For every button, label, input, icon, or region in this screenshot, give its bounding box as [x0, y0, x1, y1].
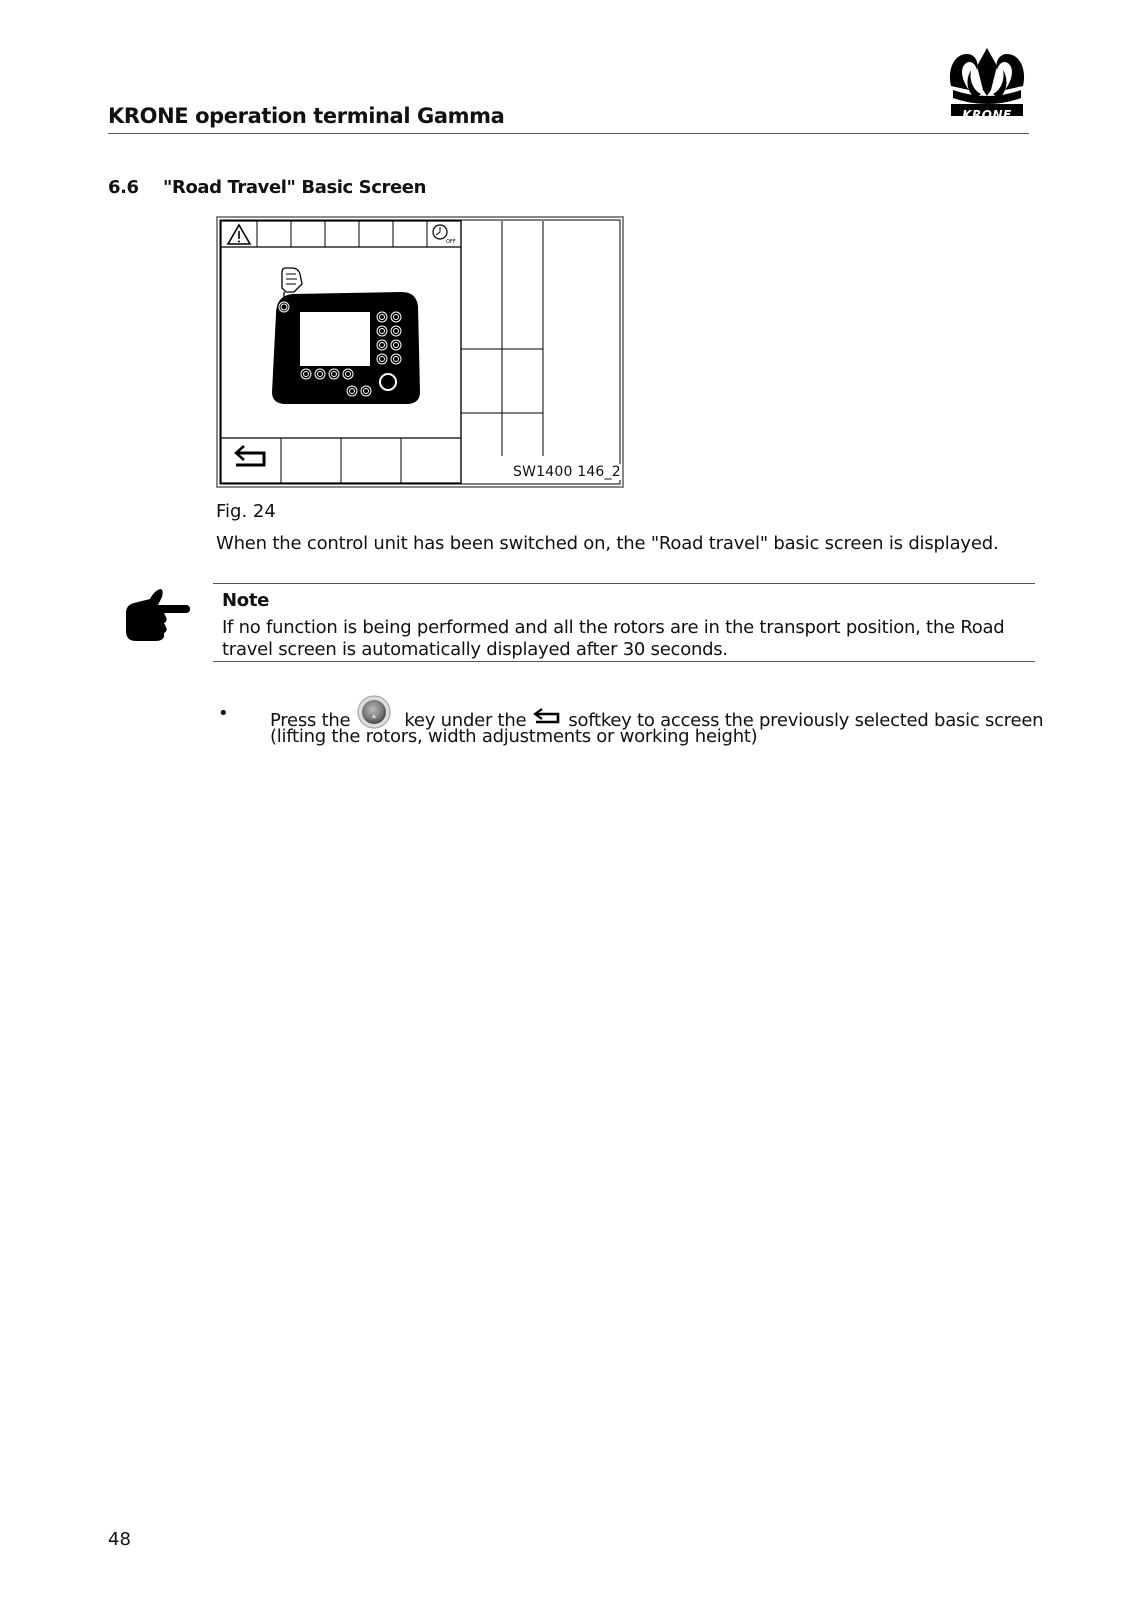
- bullet-text-press: Press the: [270, 709, 351, 731]
- note-title: Note: [222, 590, 270, 611]
- page-number: 48: [108, 1529, 131, 1550]
- note-text: If no function is being performed and all the rotors are in the transport position, the Road travel screen is automatically displayed after 30 seconds.: [222, 617, 1005, 660]
- bullet-line-2: (lifting the rotors, width adjustments or working height): [270, 726, 758, 747]
- header-title: KRONE operation terminal Gamma: [108, 104, 505, 128]
- section-number: 6.6: [108, 177, 139, 198]
- header-rule: [108, 133, 1029, 134]
- round-key-icon: [356, 694, 392, 730]
- figure-drawing: [216, 216, 624, 488]
- note-rule-bottom: [213, 661, 1035, 662]
- section-title: "Road Travel" Basic Screen: [163, 177, 427, 198]
- figure-code: SW1400 146_2: [513, 464, 621, 480]
- bullet-text-softkey: softkey to access the previously selected basic screen: [568, 709, 1044, 731]
- note-rule-top: [213, 583, 1035, 584]
- svg-text:OFF: OFF: [446, 239, 456, 245]
- bullet-text-key-under: key under the: [404, 709, 527, 731]
- bullet-marker: •: [218, 703, 229, 724]
- pointing-hand-icon: [122, 587, 192, 645]
- logo-text: KRONE: [962, 108, 1012, 122]
- control-terminal-icon: [272, 292, 420, 404]
- body-paragraph: When the control unit has been switched on, the "Road travel" basic screen is displayed.: [216, 533, 999, 554]
- terminal-screen-figure: [216, 216, 624, 488]
- krone-logo: [945, 46, 1029, 130]
- figure-caption: Fig. 24: [216, 501, 276, 522]
- krone-crown-icon: [945, 46, 1029, 116]
- back-softkey-icon: [532, 708, 562, 726]
